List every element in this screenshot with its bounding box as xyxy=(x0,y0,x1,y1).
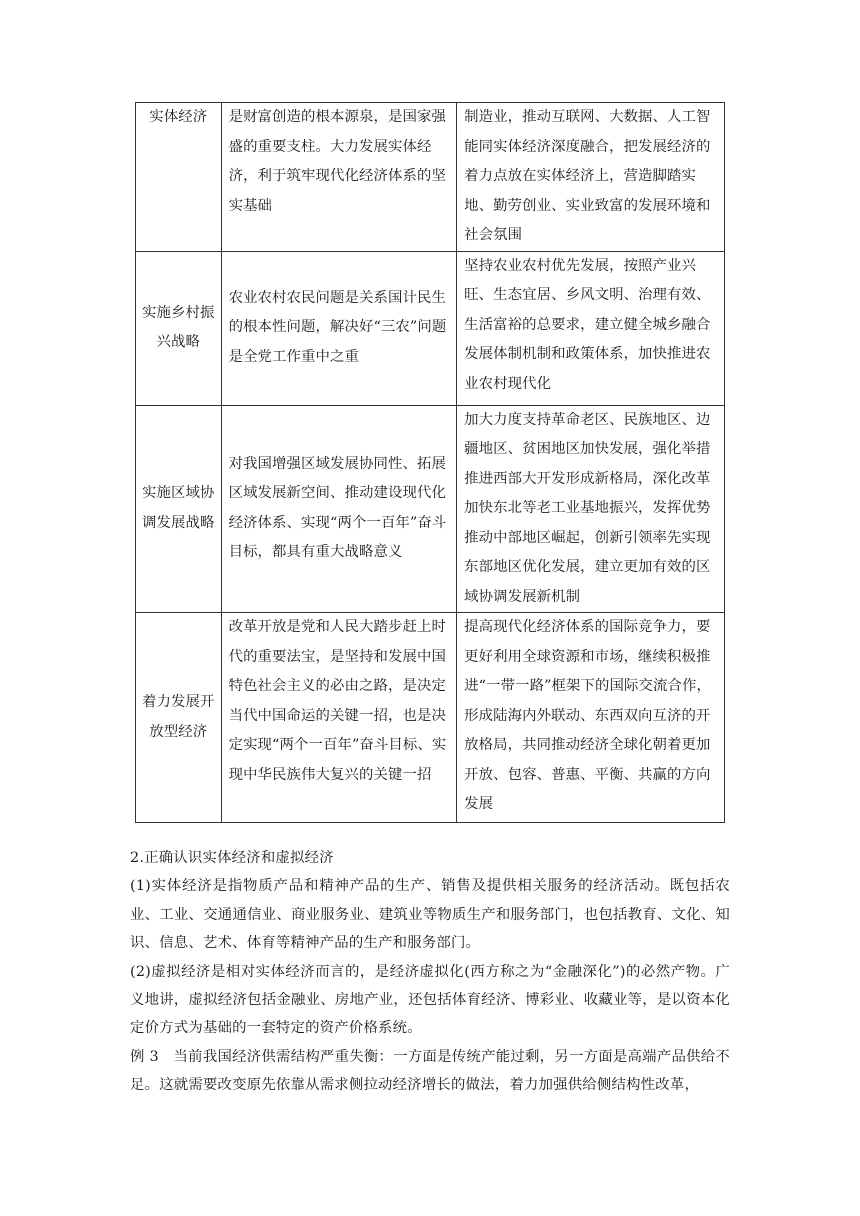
table-cell-measures: 制造业，推动互联网、大数据、人工智能同实体经济深度融合，把发展经济的着力点放在实体经济上，营造脚踏实地、勤劳创业、实业致富的发展环境和社会氛围 xyxy=(457,103,725,252)
table-cell-measures: 坚持农业农村优先发展，按照产业兴旺、生态宜居、乡风文明、治理有效、生活富裕的总要求，建立健全城乡融合发展体制机制和政策体系，加快推进农业农村现代化 xyxy=(457,251,725,405)
table-cell-significance: 农业农村农民问题是关系国计民生的根本性问题，解决好“三农”问题是全党工作重中之重 xyxy=(221,251,457,405)
example-paragraph: 例 3 当前我国经济供需结构严重失衡：一方面是传统产能过剩，另一方面是高端产品供给不足。这就需要改变原先依靠从需求侧拉动经济增长的做法，着力加强供给侧结构性改革， xyxy=(130,1048,730,1094)
table-row xyxy=(136,405,725,613)
table-cell-measures: 加大力度支持革命老区、民族地区、边疆地区、贫困地区加快发展，强化举措推进西部大开发形成新格局，深化改革加快东北等老工业基地振兴，发挥优势推动中部地区崛起，创新引领率先实现东部地区优化发展，建立更加有效的区域协调发展新机制 xyxy=(457,405,725,613)
economy-table xyxy=(135,102,725,823)
table-cell-measures: 提高现代化经济体系的国际竞争力，要更好利用全球资源和市场，继续积极推进“一带一路”框架下的国际交流合作，形成陆海内外联动、东西双向互济的开放格局，共同推动经济全球化朝着更加开放、包容、普惠、平衡、共赢的方向发展 xyxy=(457,613,725,823)
table-cell-topic: 实施区域协调发展战略 xyxy=(136,405,222,613)
table-cell-topic: 着力发展开放型经济 xyxy=(136,613,222,823)
body-text xyxy=(130,844,730,1100)
table-row xyxy=(136,613,725,823)
table-cell-topic: 实体经济 xyxy=(136,103,222,252)
table-cell-significance: 改革开放是党和人民大踏步赶上时代的重要法宝，是坚持和发展中国特色社会主义的必由之路，是决定当代中国命运的关键一招，也是决定实现“两个一百年”奋斗目标、实现中华民族伟大复兴的关键一招 xyxy=(221,613,457,823)
section-heading: 2.正确认识实体经济和虚拟经济 xyxy=(130,850,334,866)
paragraph: (1)实体经济是指物质产品和精神产品的生产、销售及提供相关服务的经济活动。既包括农业、工业、交通通信业、商业服务业、建筑业等物质生产和服务部门，也包括教育、文化、知识、信息、艺术、体育等精神产品的生产和服务部门。 xyxy=(130,878,730,952)
table-row xyxy=(136,103,725,252)
table-cell-significance: 对我国增强区域发展协同性、拓展区域发展新空间、推动建设现代化经济体系、实现“两个一百年”奋斗目标，都具有重大战略意义 xyxy=(221,405,457,613)
paragraph: (2)虚拟经济是相对实体经济而言的，是经济虚拟化(西方称之为“金融深化”)的必然产物。广义地讲，虚拟经济包括金融业、房地产业，还包括体育经济、博彩业、收藏业等，是以资本化定价方式为基础的一套特定的资产价格系统。 xyxy=(130,963,730,1037)
table-cell-topic: 实施乡村振兴战略 xyxy=(136,251,222,405)
table-row xyxy=(136,251,725,405)
table-cell-significance: 是财富创造的根本源泉，是国家强盛的重要支柱。大力发展实体经济，利于筑牢现代化经济体系的坚实基础 xyxy=(221,103,457,252)
